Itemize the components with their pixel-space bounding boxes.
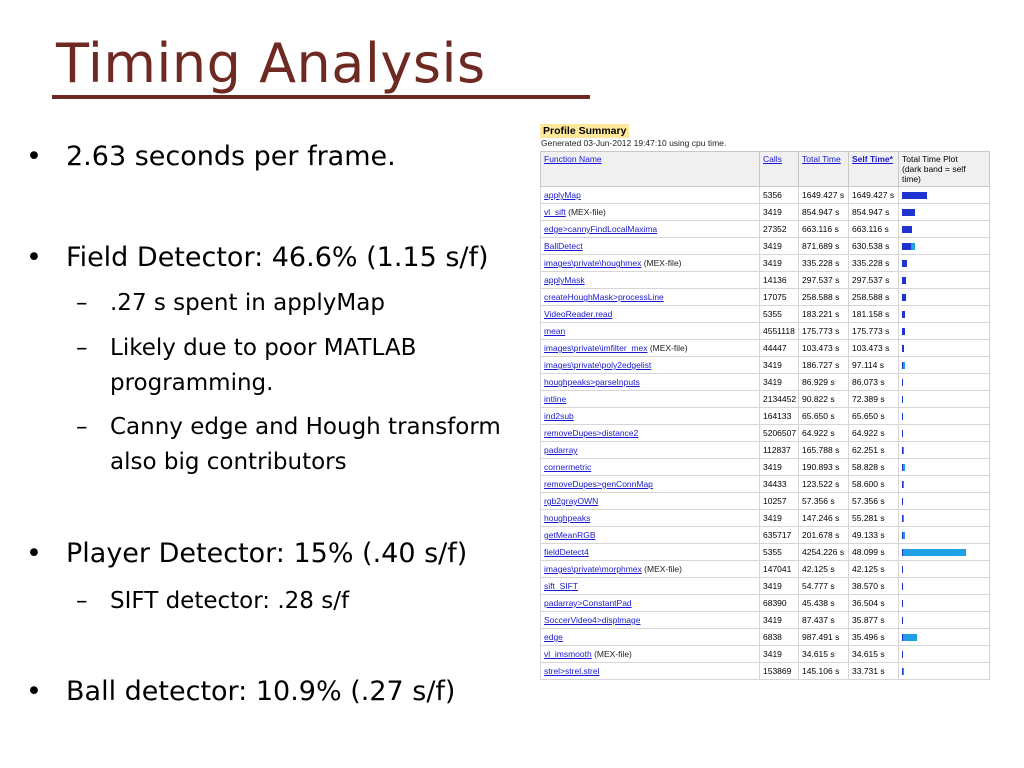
time-plot-cell [899,595,990,612]
self-time-cell: 33.731 s [849,663,899,680]
function-name-cell [541,255,760,272]
time-plot-cell [899,493,990,510]
sub-bullet-matlab: – Likely due to poor MATLAB programming. [110,331,530,401]
time-plot-cell [899,391,990,408]
time-bar [902,600,986,607]
function-link[interactable]: createHoughMask>processLine [544,292,664,302]
table-row [541,629,990,646]
function-name-cell [541,544,760,561]
function-name-cell [541,646,760,663]
self-time-sort-link[interactable]: Self Time* [852,154,893,164]
self-time-bar [902,328,905,335]
function-type-note: (MEX-file) [594,649,632,659]
self-time-bar [902,260,907,267]
col-header-total-time[interactable] [799,152,849,187]
function-name-cell [541,323,760,340]
function-link[interactable]: fieldDetect4 [544,547,589,557]
self-time-cell: 181.158 s [849,306,899,323]
time-bar [902,260,986,267]
total-time-cell: 90.822 s [799,391,849,408]
self-time-bar [902,651,903,658]
time-plot-cell [899,221,990,238]
table-row [541,204,990,221]
self-time-cell: 72.389 s [849,391,899,408]
slide-title: Timing Analysis [56,32,486,95]
function-link[interactable]: strel>strel.strel [544,666,600,676]
bullet-field-detector: • Field Detector: 46.6% (1.15 s/f) [66,241,489,275]
profile-table [540,151,990,680]
bullet-frame-time: • 2.63 seconds per frame. [66,140,396,174]
calls-cell: 44447 [760,340,799,357]
calls-cell: 112837 [760,442,799,459]
time-plot-cell [899,374,990,391]
self-time-bar [902,413,903,420]
time-bar [902,498,986,505]
table-row [541,493,990,510]
table-row [541,238,990,255]
profile-summary-title: Profile Summary [540,124,629,138]
function-name-cell [541,595,760,612]
time-plot-cell [899,544,990,561]
calls-cell: 68390 [760,595,799,612]
time-bar [902,396,986,403]
time-plot-cell [899,272,990,289]
total-time-cell: 54.777 s [799,578,849,595]
function-name-cell [541,442,760,459]
time-plot-cell [899,408,990,425]
self-time-bar [902,515,903,522]
function-link[interactable]: applyMap [544,190,581,200]
time-plot-cell [899,323,990,340]
time-bar [902,668,986,675]
time-plot-cell [899,442,990,459]
time-plot-cell [899,510,990,527]
function-link[interactable]: houghpeaks [544,513,591,523]
table-row [541,289,990,306]
self-time-cell: 57.356 s [849,493,899,510]
function-link[interactable]: edge [544,632,563,642]
time-bar [902,464,986,471]
table-row [541,306,990,323]
col-header-calls[interactable] [760,152,799,187]
calls-cell: 153869 [760,663,799,680]
time-plot-cell [899,255,990,272]
time-bar [902,634,986,641]
total-time-cell: 1649.427 s [799,187,849,204]
table-row [541,425,990,442]
time-bar [902,515,986,522]
time-bar [902,617,986,624]
function-type-note: (MEX-file) [644,564,682,574]
total-time-cell: 297.537 s [799,272,849,289]
profile-generated-note: Generated 03-Jun-2012 19:47:10 using cpu time. [541,138,727,148]
function-link[interactable]: images\private\morphmex [544,564,642,574]
time-bar [902,481,986,488]
calls-cell: 147041 [760,561,799,578]
total-time-cell: 123.522 s [799,476,849,493]
self-time-bar [902,396,903,403]
time-plot-cell [899,425,990,442]
self-time-cell: 58.828 s [849,459,899,476]
time-plot-cell [899,357,990,374]
time-plot-cell [899,476,990,493]
time-bar [902,379,986,386]
function-link[interactable]: cornermetric [544,462,592,472]
total-time-cell: 86.929 s [799,374,849,391]
self-time-bar [902,498,903,505]
table-row [541,374,990,391]
self-time-bar [902,226,912,233]
calls-sort-link[interactable]: Calls [763,154,782,164]
self-time-bar [902,294,906,301]
function-name-cell [541,561,760,578]
calls-cell: 27352 [760,221,799,238]
table-row [541,612,990,629]
table-row [541,408,990,425]
total-time-cell: 871.689 s [799,238,849,255]
calls-cell: 3419 [760,612,799,629]
function-link[interactable]: vl_imsmooth [544,649,592,659]
time-bar [902,447,986,454]
sub-bullet-sift: – SIFT detector: .28 s/f [110,584,530,619]
self-time-cell: 64.922 s [849,425,899,442]
time-bar [902,583,986,590]
function-name-cell [541,476,760,493]
function-name-cell [541,408,760,425]
self-time-bar [902,532,903,539]
total-time-cell: 258.588 s [799,289,849,306]
time-bar [902,651,986,658]
self-time-bar [902,430,903,437]
time-plot-cell [899,561,990,578]
table-row [541,663,990,680]
table-row [541,544,990,561]
calls-cell: 2134452 [760,391,799,408]
function-link[interactable]: getMeanRGB [544,530,596,540]
function-link[interactable]: edge>cannyFindLocalMaxima [544,224,658,234]
total-time-cell: 201.678 s [799,527,849,544]
self-time-bar [902,617,903,624]
self-time-cell: 58.600 s [849,476,899,493]
time-bar [902,532,986,539]
self-time-bar [902,345,904,352]
table-row [541,476,990,493]
function-name-cell [541,272,760,289]
profile-summary-panel [540,124,992,712]
total-time-cell: 145.106 s [799,663,849,680]
table-row [541,510,990,527]
calls-cell: 3419 [760,646,799,663]
calls-cell: 17075 [760,289,799,306]
self-time-bar [902,379,903,386]
function-name-cell [541,391,760,408]
function-link[interactable]: padarray [544,445,578,455]
calls-cell: 3419 [760,459,799,476]
table-row [541,255,990,272]
calls-cell: 164133 [760,408,799,425]
function-link[interactable]: removeDupes>distance2 [544,428,639,438]
function-link[interactable]: SoccerVideo4>displmage [544,615,641,625]
function-link[interactable]: houghpeaks>parseInputs [544,377,640,387]
self-time-bar [902,243,911,250]
time-plot-cell [899,306,990,323]
self-time-cell: 103.473 s [849,340,899,357]
self-time-cell: 630.538 s [849,238,899,255]
self-time-cell: 49.133 s [849,527,899,544]
time-bar [902,209,986,216]
calls-cell: 5206507 [760,425,799,442]
time-bar [902,294,986,301]
total-time-sort-link[interactable]: Total Time [802,154,841,164]
function-link[interactable]: ind2sub [544,411,574,421]
calls-cell: 3419 [760,374,799,391]
function-name-cell [541,306,760,323]
self-time-bar [902,549,903,556]
total-time-cell: 34.615 s [799,646,849,663]
function-name-cell [541,578,760,595]
total-time-cell: 87.437 s [799,612,849,629]
table-row [541,646,990,663]
calls-cell: 10257 [760,493,799,510]
calls-cell: 635717 [760,527,799,544]
sub-bullet-canny-hough: – Canny edge and Hough transform also big contributors [110,410,530,480]
time-plot-cell [899,340,990,357]
self-time-bar [902,634,903,641]
function-name-cell [541,340,760,357]
bullet-ball-detector: • Ball detector: 10.9% (.27 s/f) [66,675,455,709]
calls-cell: 3419 [760,578,799,595]
time-plot-cell [899,289,990,306]
self-time-cell: 258.588 s [849,289,899,306]
total-time-cell: 103.473 s [799,340,849,357]
time-plot-cell [899,578,990,595]
calls-cell: 3419 [760,510,799,527]
total-time-cell: 4254.226 s [799,544,849,561]
total-time-cell: 65.650 s [799,408,849,425]
total-time-cell: 854.947 s [799,204,849,221]
col-header-self-time[interactable] [849,152,899,187]
time-bar [902,362,986,369]
function-link[interactable]: images\private\houghmex [544,258,642,268]
function-name-cell [541,425,760,442]
function-name-sort-link[interactable]: Function Name [544,154,602,164]
self-time-bar [902,192,927,199]
self-time-cell: 48.099 s [849,544,899,561]
calls-cell: 34433 [760,476,799,493]
time-plot-cell [899,204,990,221]
self-time-bar [902,209,915,216]
function-name-cell [541,663,760,680]
self-time-bar [902,668,903,675]
self-time-bar [902,583,903,590]
function-link[interactable]: removeDupes>genConnMap [544,479,653,489]
total-time-cell: 175.773 s [799,323,849,340]
self-time-cell: 55.281 s [849,510,899,527]
total-time-cell: 147.246 s [799,510,849,527]
time-bar [902,277,986,284]
time-plot-cell [899,187,990,204]
self-time-cell: 86.073 s [849,374,899,391]
function-name-cell [541,629,760,646]
self-time-bar [902,311,905,318]
calls-cell: 5356 [760,187,799,204]
time-bar [902,549,986,556]
self-time-cell: 35.496 s [849,629,899,646]
calls-cell: 5355 [760,544,799,561]
time-plot-cell [899,238,990,255]
profile-table-body [541,187,990,680]
self-time-cell: 297.537 s [849,272,899,289]
time-bar [902,311,986,318]
table-row [541,187,990,204]
sub-bullet-applymap: – .27 s spent in applyMap [110,286,530,321]
function-name-cell [541,357,760,374]
bullet-player-detector: • Player Detector: 15% (.40 s/f) [66,537,467,571]
function-link[interactable]: VideoReader.read [544,309,613,319]
self-time-cell: 65.650 s [849,408,899,425]
total-time-cell: 183.221 s [799,306,849,323]
time-plot-cell [899,527,990,544]
self-time-cell: 1649.427 s [849,187,899,204]
table-row [541,442,990,459]
time-plot-cell [899,663,990,680]
function-type-note: (MEX-file) [568,207,606,217]
function-link[interactable]: mean [544,326,566,336]
profile-header-row [541,152,990,187]
function-name-cell [541,238,760,255]
calls-cell: 3419 [760,204,799,221]
total-time-bar [902,634,917,641]
time-plot-cell [899,646,990,663]
self-time-bar [902,277,906,284]
plot-header-line1: Total Time Plot [902,154,958,164]
table-row [541,561,990,578]
self-time-cell: 854.947 s [849,204,899,221]
self-time-cell: 663.116 s [849,221,899,238]
self-time-cell: 38.570 s [849,578,899,595]
total-time-bar [902,549,966,556]
time-bar [902,430,986,437]
function-name-cell [541,204,760,221]
total-time-cell: 57.356 s [799,493,849,510]
function-name-cell [541,289,760,306]
table-row [541,527,990,544]
time-bar [902,243,986,250]
time-plot-cell [899,459,990,476]
total-time-cell: 42.125 s [799,561,849,578]
function-link[interactable]: padarray>ConstantPad [544,598,632,608]
table-row [541,578,990,595]
function-name-cell [541,187,760,204]
time-plot-cell [899,612,990,629]
total-time-cell: 335.228 s [799,255,849,272]
table-row [541,272,990,289]
self-time-bar [902,362,903,369]
table-row [541,391,990,408]
self-time-cell: 175.773 s [849,323,899,340]
col-header-total-time-plot [899,152,990,187]
function-link[interactable]: applyMask [544,275,585,285]
self-time-cell: 34.615 s [849,646,899,663]
total-time-cell: 987.491 s [799,629,849,646]
function-name-cell [541,459,760,476]
function-name-cell [541,612,760,629]
total-time-cell: 190.893 s [799,459,849,476]
self-time-cell: 62.251 s [849,442,899,459]
plot-header-line2: (dark band = self time) [902,164,966,184]
self-time-bar [902,447,903,454]
function-name-cell [541,510,760,527]
function-link[interactable]: intline [544,394,567,404]
total-time-cell: 165.788 s [799,442,849,459]
total-time-cell: 663.116 s [799,221,849,238]
function-link[interactable]: images\private\poly2edgelist [544,360,652,370]
self-time-cell: 97.114 s [849,357,899,374]
time-bar [902,226,986,233]
calls-cell: 14136 [760,272,799,289]
function-type-note: (MEX-file) [649,343,688,353]
function-name-cell [541,221,760,238]
calls-cell: 6838 [760,629,799,646]
total-time-cell: 64.922 s [799,425,849,442]
self-time-bar [902,464,903,471]
function-type-note: (MEX-file) [643,258,682,268]
table-row [541,459,990,476]
total-time-cell: 45.438 s [799,595,849,612]
table-row [541,323,990,340]
function-link[interactable]: BallDetect [544,241,583,251]
calls-cell: 3419 [760,255,799,272]
self-time-bar [902,481,903,488]
table-row [541,340,990,357]
time-plot-cell [899,629,990,646]
calls-cell: 3419 [760,357,799,374]
self-time-cell: 335.228 s [849,255,899,272]
table-row [541,357,990,374]
self-time-cell: 42.125 s [849,561,899,578]
function-name-cell [541,493,760,510]
time-bar [902,413,986,420]
function-link[interactable]: rgb2grayOWN [544,496,599,506]
calls-cell: 3419 [760,238,799,255]
self-time-bar [902,566,903,573]
time-bar [902,192,986,199]
self-time-cell: 35.877 s [849,612,899,629]
calls-cell: 4551118 [760,323,799,340]
function-name-cell [541,527,760,544]
function-link[interactable]: images\private\imfilter_mex [544,343,648,353]
time-bar [902,345,986,352]
col-header-function-name[interactable] [541,152,760,187]
table-row [541,595,990,612]
time-bar [902,566,986,573]
self-time-bar [902,600,903,607]
function-link[interactable]: sift_SIFT [544,581,579,591]
time-bar [902,328,986,335]
self-time-cell: 36.504 s [849,595,899,612]
calls-cell: 5355 [760,306,799,323]
function-link[interactable]: vl_sift [544,207,566,217]
function-name-cell [541,374,760,391]
table-row [541,221,990,238]
total-time-cell: 186.727 s [799,357,849,374]
